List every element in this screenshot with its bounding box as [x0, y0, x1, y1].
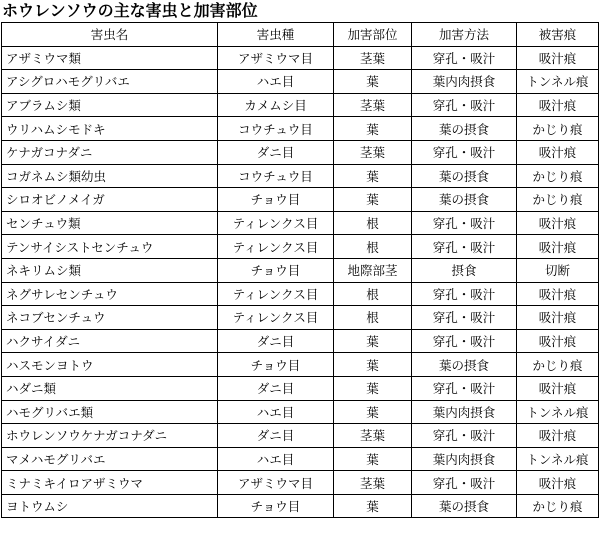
- pest-name-cell: ウリハムシモドキ: [2, 117, 218, 141]
- header-pest-name: 害虫名: [2, 23, 218, 47]
- pest-name-cell: ミナミキイロアザミウマ: [2, 471, 218, 495]
- pest-order-cell: ティレンクス目: [218, 235, 334, 259]
- pest-order-cell: ダニ目: [218, 376, 334, 400]
- damage-trace-cell: 吸汁痕: [517, 329, 599, 353]
- table-row: [2, 376, 599, 400]
- table-row: [2, 353, 599, 377]
- damage-part-cell: 葉: [334, 400, 412, 424]
- damage-method-cell: 穿孔・吸汁: [412, 282, 517, 306]
- damage-part-cell: 茎葉: [334, 424, 412, 448]
- pest-order-cell: ハエ目: [218, 70, 334, 94]
- damage-method-cell: 葉の摂食: [412, 188, 517, 212]
- pest-name-cell: ネキリムシ類: [2, 258, 218, 282]
- damage-trace-cell: 吸汁痕: [517, 424, 599, 448]
- table-row: [2, 164, 599, 188]
- damage-method-cell: 葉内肉摂食: [412, 447, 517, 471]
- table-row: [2, 282, 599, 306]
- damage-method-cell: 葉の摂食: [412, 494, 517, 518]
- table-row: [2, 188, 599, 212]
- damage-part-cell: 茎葉: [334, 140, 412, 164]
- table-row: [2, 117, 599, 141]
- pest-name-cell: アシグロハモグリバエ: [2, 70, 218, 94]
- table-row: [2, 329, 599, 353]
- pest-order-cell: ダニ目: [218, 424, 334, 448]
- damage-method-cell: 葉内肉摂食: [412, 400, 517, 424]
- damage-part-cell: 茎葉: [334, 46, 412, 70]
- pest-name-cell: テンサイシストセンチュウ: [2, 235, 218, 259]
- damage-part-cell: 葉: [334, 117, 412, 141]
- damage-trace-cell: かじり痕: [517, 164, 599, 188]
- pest-order-cell: ダニ目: [218, 140, 334, 164]
- pest-name-cell: ネコブセンチュウ: [2, 306, 218, 330]
- damage-trace-cell: かじり痕: [517, 353, 599, 377]
- damage-trace-cell: トンネル痕: [517, 400, 599, 424]
- pest-order-cell: ティレンクス目: [218, 306, 334, 330]
- pest-order-cell: チョウ目: [218, 353, 334, 377]
- damage-trace-cell: 吸汁痕: [517, 376, 599, 400]
- pest-name-cell: シロオビノメイガ: [2, 188, 218, 212]
- pest-name-cell: マメハモグリバエ: [2, 447, 218, 471]
- pest-name-cell: ハクサイダニ: [2, 329, 218, 353]
- pest-name-cell: ハダニ類: [2, 376, 218, 400]
- damage-part-cell: 根: [334, 282, 412, 306]
- damage-part-cell: 葉: [334, 447, 412, 471]
- pest-name-cell: センチュウ類: [2, 211, 218, 235]
- damage-part-cell: 地際部茎: [334, 258, 412, 282]
- table-row: [2, 140, 599, 164]
- pest-order-cell: ティレンクス目: [218, 282, 334, 306]
- damage-trace-cell: 吸汁痕: [517, 235, 599, 259]
- damage-part-cell: 根: [334, 211, 412, 235]
- pest-order-cell: ティレンクス目: [218, 211, 334, 235]
- damage-method-cell: 穿孔・吸汁: [412, 329, 517, 353]
- damage-method-cell: 穿孔・吸汁: [412, 211, 517, 235]
- damage-part-cell: 葉: [334, 353, 412, 377]
- pest-name-cell: ケナガコナダニ: [2, 140, 218, 164]
- table-body: [2, 46, 599, 518]
- pest-name-cell: ヨトウムシ: [2, 494, 218, 518]
- table-row: [2, 400, 599, 424]
- damage-trace-cell: トンネル痕: [517, 447, 599, 471]
- table-header-row: [2, 23, 599, 47]
- pest-order-cell: ハエ目: [218, 400, 334, 424]
- damage-method-cell: 葉の摂食: [412, 164, 517, 188]
- damage-method-cell: 穿孔・吸汁: [412, 46, 517, 70]
- damage-method-cell: 摂食: [412, 258, 517, 282]
- damage-part-cell: 茎葉: [334, 471, 412, 495]
- pest-name-cell: ホウレンソウケナガコナダニ: [2, 424, 218, 448]
- damage-method-cell: 穿孔・吸汁: [412, 93, 517, 117]
- damage-part-cell: 葉: [334, 376, 412, 400]
- damage-trace-cell: かじり痕: [517, 494, 599, 518]
- damage-trace-cell: 吸汁痕: [517, 211, 599, 235]
- table-row: [2, 211, 599, 235]
- damage-part-cell: 茎葉: [334, 93, 412, 117]
- damage-method-cell: 穿孔・吸汁: [412, 235, 517, 259]
- damage-trace-cell: 吸汁痕: [517, 46, 599, 70]
- header-damage-trace: 被害痕: [517, 23, 599, 47]
- damage-part-cell: 葉: [334, 70, 412, 94]
- damage-method-cell: 穿孔・吸汁: [412, 471, 517, 495]
- table-row: [2, 471, 599, 495]
- damage-part-cell: 葉: [334, 188, 412, 212]
- damage-trace-cell: 吸汁痕: [517, 282, 599, 306]
- pest-name-cell: コガネムシ類幼虫: [2, 164, 218, 188]
- header-damage-part: 加害部位: [334, 23, 412, 47]
- damage-method-cell: 穿孔・吸汁: [412, 306, 517, 330]
- pest-name-cell: ハスモンヨトウ: [2, 353, 218, 377]
- table-row: [2, 70, 599, 94]
- damage-method-cell: 葉内肉摂食: [412, 70, 517, 94]
- pest-order-cell: チョウ目: [218, 258, 334, 282]
- damage-part-cell: 根: [334, 235, 412, 259]
- table-row: [2, 494, 599, 518]
- pest-name-cell: アブラムシ類: [2, 93, 218, 117]
- damage-trace-cell: 切断: [517, 258, 599, 282]
- pest-order-cell: チョウ目: [218, 188, 334, 212]
- header-damage-method: 加害方法: [412, 23, 517, 47]
- table-row: [2, 46, 599, 70]
- damage-trace-cell: 吸汁痕: [517, 471, 599, 495]
- table-row: [2, 258, 599, 282]
- damage-trace-cell: 吸汁痕: [517, 93, 599, 117]
- pest-name-cell: アザミウマ類: [2, 46, 218, 70]
- table-row: [2, 235, 599, 259]
- pest-table: [1, 22, 599, 518]
- pest-order-cell: コウチュウ目: [218, 117, 334, 141]
- damage-method-cell: 穿孔・吸汁: [412, 140, 517, 164]
- pest-order-cell: コウチュウ目: [218, 164, 334, 188]
- damage-method-cell: 穿孔・吸汁: [412, 424, 517, 448]
- damage-trace-cell: 吸汁痕: [517, 306, 599, 330]
- damage-part-cell: 葉: [334, 494, 412, 518]
- damage-part-cell: 葉: [334, 329, 412, 353]
- table-row: [2, 306, 599, 330]
- pest-order-cell: アザミウマ目: [218, 471, 334, 495]
- pest-order-cell: カメムシ目: [218, 93, 334, 117]
- pest-order-cell: アザミウマ目: [218, 46, 334, 70]
- damage-method-cell: 葉の摂食: [412, 117, 517, 141]
- damage-trace-cell: かじり痕: [517, 117, 599, 141]
- table-row: [2, 424, 599, 448]
- damage-trace-cell: 吸汁痕: [517, 140, 599, 164]
- pest-name-cell: ネグサレセンチュウ: [2, 282, 218, 306]
- pest-order-cell: ダニ目: [218, 329, 334, 353]
- pest-order-cell: チョウ目: [218, 494, 334, 518]
- pest-order-cell: ハエ目: [218, 447, 334, 471]
- damage-trace-cell: トンネル痕: [517, 70, 599, 94]
- header-pest-order: 害虫種: [218, 23, 334, 47]
- table-row: [2, 93, 599, 117]
- damage-part-cell: 葉: [334, 164, 412, 188]
- damage-part-cell: 根: [334, 306, 412, 330]
- pest-name-cell: ハモグリバエ類: [2, 400, 218, 424]
- page-title: ホウレンソウの主な害虫と加害部位: [2, 1, 258, 20]
- damage-method-cell: 葉の摂食: [412, 353, 517, 377]
- damage-method-cell: 穿孔・吸汁: [412, 376, 517, 400]
- damage-trace-cell: かじり痕: [517, 188, 599, 212]
- table-row: [2, 447, 599, 471]
